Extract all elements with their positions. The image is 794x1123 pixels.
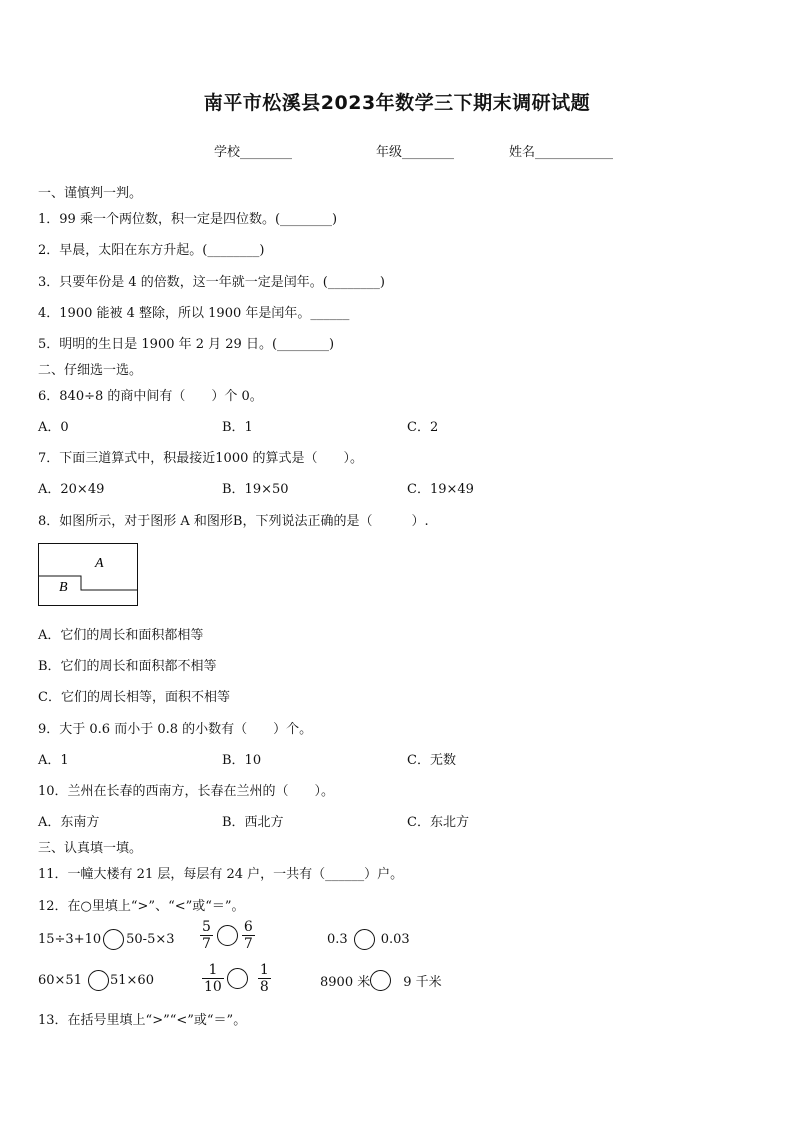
denominator: 8 xyxy=(259,979,269,995)
question-1: 1．99 乘一个两位数，积一定是四位数。(________) xyxy=(38,212,338,227)
option-c: C．无数 xyxy=(407,753,456,768)
denominator: 7 xyxy=(202,936,211,952)
option-b: B．19×50 xyxy=(222,482,289,497)
option-a: A．0 xyxy=(38,420,69,435)
expression-left: 8900 米 xyxy=(320,975,371,990)
denominator: 10 xyxy=(204,979,222,995)
comparison-item xyxy=(327,929,410,950)
numerator: 5 xyxy=(202,919,211,935)
question-11: 11．一幢大楼有 21 层，每层有 24 户，一共有（______）户。 xyxy=(38,867,404,882)
option-a: A．1 xyxy=(38,753,69,768)
fraction xyxy=(242,919,255,952)
expression-right: 0.03 xyxy=(380,932,410,947)
option-a: A．20×49 xyxy=(38,482,105,497)
denominator: 7 xyxy=(243,936,253,952)
option-a: A．东南方 xyxy=(38,815,100,830)
option-c: C．19×49 xyxy=(407,482,474,497)
question-7: 7．下面三道算式中，积最接近1000 的算式是（ ）。 xyxy=(38,451,363,466)
comparison-item xyxy=(198,919,257,952)
numerator: 1 xyxy=(259,962,269,978)
section-heading: 一、谨慎判一判。 xyxy=(38,186,143,201)
answer-circle[interactable] xyxy=(217,925,238,946)
option-b: B．西北方 xyxy=(222,815,284,830)
section-heading: 二、仔细选一选。 xyxy=(38,363,143,378)
numerator: 1 xyxy=(208,962,218,978)
option-b: B．1 xyxy=(222,420,253,435)
expression-right: 50-5×3 xyxy=(126,932,175,947)
option-b: B．10 xyxy=(222,753,262,768)
question-13: 13．在括号里填上“>”“<”或“＝”。 xyxy=(38,1013,247,1028)
option-c: C．它们的周长相等，面积不相等 xyxy=(38,690,230,705)
name-field: 姓名____________ xyxy=(509,145,614,160)
expression-left: 60×51 xyxy=(38,973,82,988)
option-c: C．东北方 xyxy=(407,815,469,830)
question-4: 4．1900 能被 4 整除，所以 1900 年是闰年。______ xyxy=(38,306,350,321)
question-10: 10．兰州在长春的西南方，长春在兰州的（ ）。 xyxy=(38,784,335,799)
question-3: 3．只要年份是 4 的倍数，这一年就一定是闰年。(________) xyxy=(38,275,385,290)
fraction xyxy=(258,962,271,995)
figure-label-a: A xyxy=(95,556,104,571)
comparison-item xyxy=(38,970,154,991)
question-5: 5．明明的生日是 1900 年 2 月 29 日。(________) xyxy=(38,337,335,352)
figure-label-b: B xyxy=(59,580,68,595)
grade-field: 年级________ xyxy=(376,145,455,160)
answer-circle[interactable] xyxy=(354,929,375,950)
question-9: 9．大于 0.6 而小于 0.8 的小数有（ ）个。 xyxy=(38,722,313,737)
expression-right: 51×60 xyxy=(109,973,154,988)
comparison-item xyxy=(200,962,273,995)
fraction xyxy=(202,962,224,995)
option-c: C．2 xyxy=(407,420,439,435)
answer-circle[interactable] xyxy=(103,929,124,950)
fraction xyxy=(200,919,213,952)
expression-left: 15÷3+10 xyxy=(38,932,102,947)
section-heading: 三、认真填一填。 xyxy=(38,841,143,856)
page-title: 南平市松溪县2023年数学三下期末调研试题 xyxy=(203,92,591,114)
shape-figure xyxy=(38,543,138,607)
question-2: 2．早晨，太阳在东方升起。(________) xyxy=(38,243,265,258)
answer-circle[interactable] xyxy=(227,968,248,989)
school-field: 学校________ xyxy=(214,145,293,160)
question-12: 12．在○里填上“>”、“<”或“＝”。 xyxy=(38,899,245,914)
expression-left: 0.3 xyxy=(327,932,348,947)
comparison-item xyxy=(38,929,175,950)
question-6: 6．840÷8 的商中间有（ ）个 0。 xyxy=(38,389,263,404)
option-a: A．它们的周长和面积都相等 xyxy=(38,628,204,643)
comparison-item xyxy=(320,970,442,991)
question-8: 8．如图所示，对于图形 A 和图形B，下列说法正确的是（ ）. xyxy=(38,514,429,529)
expression-right: 9 千米 xyxy=(403,975,442,990)
numerator: 6 xyxy=(243,919,253,935)
answer-circle[interactable] xyxy=(88,970,109,991)
answer-circle[interactable] xyxy=(370,970,391,991)
option-b: B．它们的周长和面积都不相等 xyxy=(38,659,217,674)
